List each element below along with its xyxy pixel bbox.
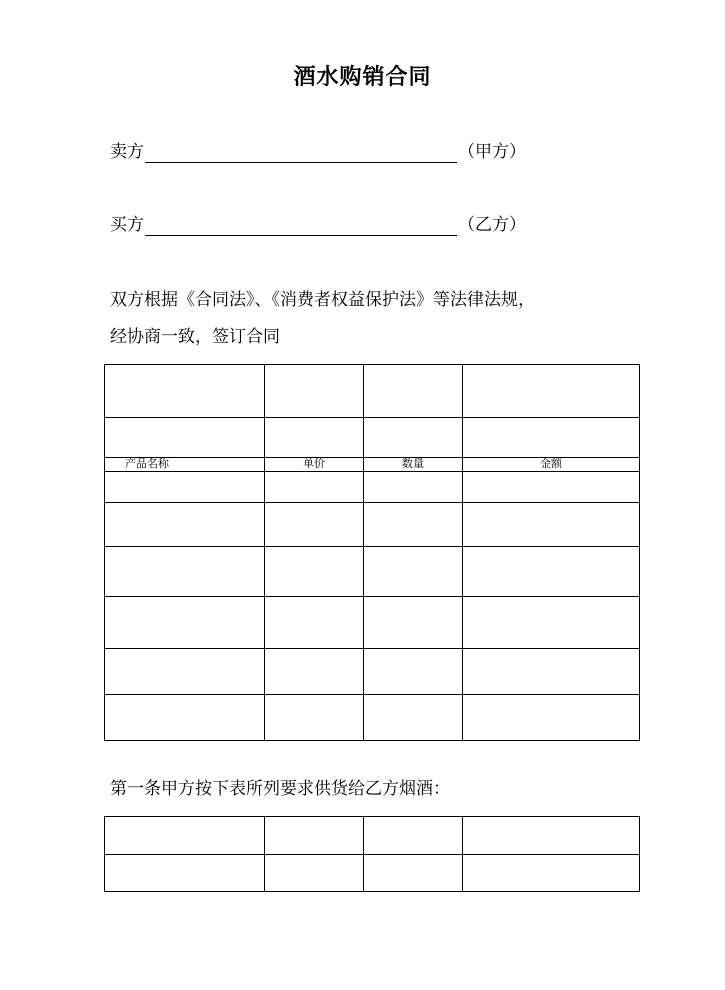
intro-line-2: 经协商一致，签订合同 xyxy=(110,327,280,347)
table-cell xyxy=(364,597,463,649)
table-cell xyxy=(364,365,463,418)
header-quantity: 数量 xyxy=(364,458,463,472)
table-cell xyxy=(463,547,640,597)
table-cell xyxy=(105,365,265,418)
table-row xyxy=(105,365,640,418)
table-cell xyxy=(463,472,640,503)
table-cell xyxy=(463,503,640,547)
table-cell xyxy=(463,817,640,855)
table-cell xyxy=(105,817,265,855)
intro-line-1: 双方根据《合同法》、《消费者权益保护法》等法律法规， xyxy=(110,290,535,310)
page-title: 酒水购销合同 xyxy=(293,64,432,90)
table-row xyxy=(105,597,640,649)
table-cell xyxy=(265,418,364,458)
article-1: 第一条甲方按下表所列要求供货给乙方烟酒： xyxy=(110,779,450,799)
table-cell xyxy=(463,597,640,649)
table-cell xyxy=(105,418,265,458)
table-cell xyxy=(265,365,364,418)
table-cell xyxy=(265,649,364,695)
buyer-line xyxy=(110,214,526,236)
product-table xyxy=(104,364,640,741)
header-amount: 金额 xyxy=(463,458,640,472)
buyer-blank xyxy=(145,217,457,236)
table-header-row xyxy=(105,458,640,472)
table-cell xyxy=(364,503,463,547)
table-cell xyxy=(265,547,364,597)
table-row xyxy=(105,695,640,741)
table-row xyxy=(105,472,640,503)
table-cell xyxy=(265,695,364,741)
seller-line xyxy=(110,141,526,163)
table-cell xyxy=(265,817,364,855)
table-cell xyxy=(105,547,265,597)
table-cell xyxy=(463,649,640,695)
table-cell xyxy=(364,855,463,892)
table-cell xyxy=(105,855,265,892)
table-cell xyxy=(105,597,265,649)
buyer-suffix: （乙方） xyxy=(458,215,526,235)
table-cell xyxy=(105,695,265,741)
table-row xyxy=(105,503,640,547)
table-row xyxy=(105,855,640,892)
table-row xyxy=(105,547,640,597)
table-cell xyxy=(463,418,640,458)
table-cell xyxy=(364,472,463,503)
table-row xyxy=(105,649,640,695)
seller-label: 卖方 xyxy=(110,142,144,162)
table-cell xyxy=(364,817,463,855)
table-cell xyxy=(105,649,265,695)
table-cell xyxy=(265,855,364,892)
table-row xyxy=(105,418,640,458)
seller-blank xyxy=(145,144,457,163)
table-cell xyxy=(364,418,463,458)
table-cell xyxy=(463,365,640,418)
seller-suffix: （甲方） xyxy=(458,142,526,162)
table-cell xyxy=(265,503,364,547)
table-cell xyxy=(265,597,364,649)
table-cell xyxy=(463,855,640,892)
table-cell xyxy=(105,503,265,547)
table-cell xyxy=(105,472,265,503)
table-cell xyxy=(364,695,463,741)
header-unit-price: 单价 xyxy=(265,458,364,472)
buyer-label: 买方 xyxy=(110,215,144,235)
table-cell xyxy=(364,649,463,695)
table-cell xyxy=(463,695,640,741)
table-row xyxy=(105,817,640,855)
table-cell xyxy=(265,472,364,503)
supply-table xyxy=(104,816,640,892)
table-cell xyxy=(364,547,463,597)
header-product-name: 产品名称 xyxy=(105,458,265,472)
